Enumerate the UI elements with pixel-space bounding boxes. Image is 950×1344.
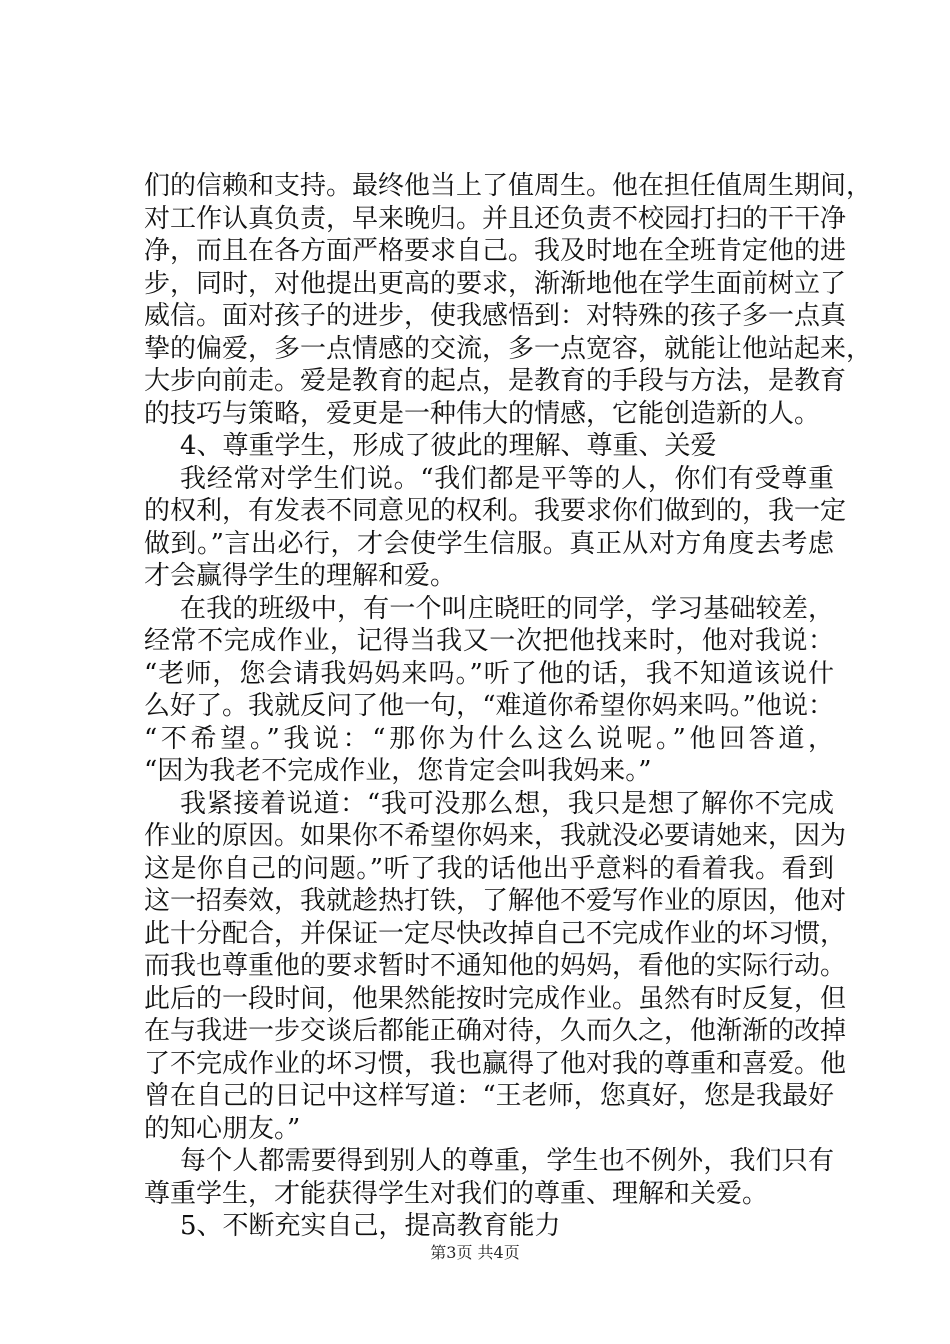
text-line: 么好了。我就反问了他一句，“难道你希望你妈来吗。”他说： (144, 691, 834, 721)
text-line: 在我的班级中，有一个叫庄晓旺的同学，学习基础较差， (180, 593, 834, 624)
text-line: 们的信赖和支持。最终他当上了值周生。他在担任值周生期间， (144, 171, 873, 201)
text-line: 每个人都需要得到别人的尊重，学生也不例外，我们只有 (180, 1146, 834, 1176)
text-line: 作业的原因。如果你不希望你妈来，我就没必要请她来，因为 (144, 821, 847, 851)
text-line: 威信。面对孩子的进步，使我感悟到：对特殊的孩子多一点真 (144, 301, 847, 331)
text-line: 的技巧与策略，爱更是一种伟大的情感，它能创造新的人。 (144, 398, 821, 429)
text-line: 而我也尊重他的要求暂时不通知他的妈妈，看他的实际行动。 (144, 951, 847, 981)
text-line: 了不完成作业的坏习惯，我也赢得了他对我的尊重和喜爱。他 (144, 1048, 847, 1079)
text-line: 这一招奏效，我就趁热打铁，了解他不爱写作业的原因，他对 (144, 886, 847, 916)
text-line: 我紧接着说道：“我可没那么想，我只是想了解你不完成 (180, 788, 834, 819)
text-line: 5、不断充实自己，提高教育能力 (180, 1211, 561, 1241)
text-line: 对工作认真负责，早来晚归。并且还负责不校园打扫的干干净 (144, 203, 847, 234)
text-line: “不希望。”我说：“那你为什么这么说呢。”他回答道， (144, 723, 834, 754)
text-line: 才会赢得学生的理解和爱。 (144, 561, 457, 591)
text-line: 在与我进一步交谈后都能正确对待，久而久之，他渐渐的改掉 (144, 1016, 847, 1046)
text-line: 此后的一段时间，他果然能按时完成作业。虽然有时反复，但 (144, 983, 847, 1014)
text-line: 4、尊重学生，形成了彼此的理解、尊重、关爱 (180, 431, 717, 461)
text-line: 大步向前走。爱是教育的起点，是教育的手段与方法，是教育 (144, 366, 847, 396)
text-line: 经常不完成作业，记得当我又一次把他找来时，他对我说： (144, 626, 834, 656)
text-line: 这是你自己的问题。”听了我的话他出乎意料的看着我。看到 (144, 853, 834, 884)
text-line: 做到。”言出必行，才会使学生信服。真正从对方角度去考虑 (144, 528, 834, 559)
text-line: 净，而且在各方面严格要求自己。我及时地在全班肯定他的进 (144, 236, 847, 266)
text-line: 的知心朋友。” (144, 1113, 301, 1144)
text-line: “因为我老不完成作业，您肯定会叫我妈来。” (144, 756, 652, 786)
document-body (144, 170, 873, 1243)
text-line: 曾在自己的日记中这样写道：“王老师，您真好，您是我最好 (144, 1081, 834, 1111)
text-line: “老师，您会请我妈妈来吗。”听了他的话，我不知道该说什 (144, 658, 834, 689)
text-line: 尊重学生，才能获得学生对我们的尊重、理解和关爱。 (144, 1178, 769, 1209)
text-line: 此十分配合，并保证一定尽快改掉自己不完成作业的坏习惯， (144, 918, 847, 949)
text-line: 我经常对学生们说。“我们都是平等的人，你们有受尊重 (180, 463, 834, 494)
page-footer: 第3页 共4页 (430, 1243, 520, 1262)
text-line: 挚的偏爱，多一点情感的交流，多一点宽容，就能让他站起来， (144, 333, 873, 364)
text-line: 的权利，有发表不同意见的权利。我要求你们做到的，我一定 (144, 496, 847, 526)
text-line: 步，同时，对他提出更高的要求，渐渐地他在学生面前树立了 (144, 268, 847, 299)
